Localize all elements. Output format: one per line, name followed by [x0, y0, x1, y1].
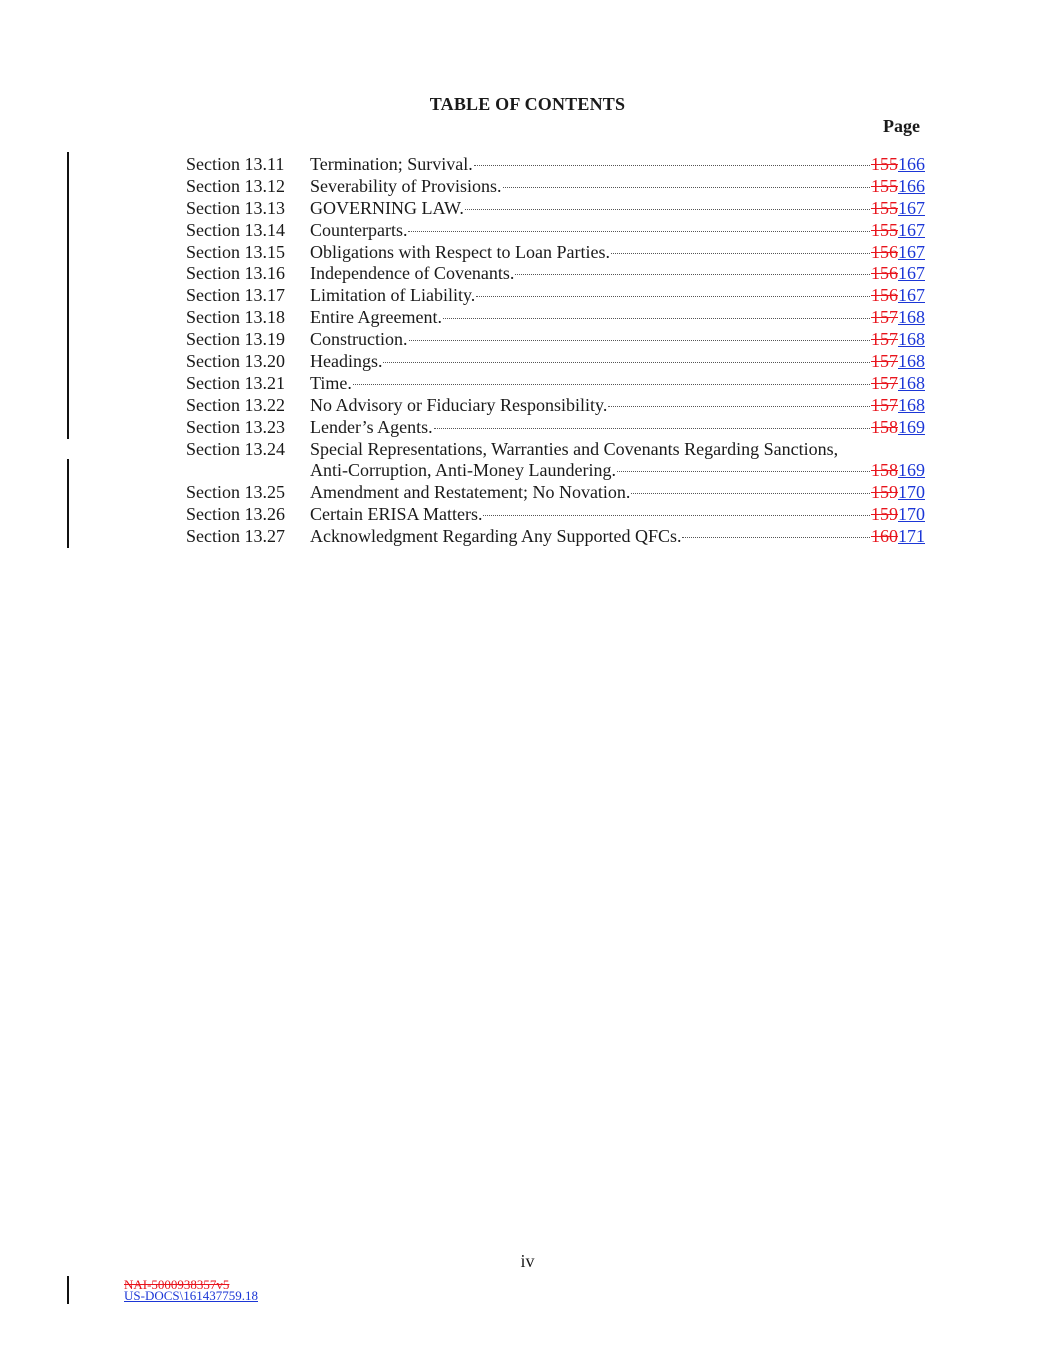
toc-entry[interactable]	[186, 504, 925, 526]
section-title: Construction.	[310, 329, 408, 350]
inserted-page-number[interactable]: 169	[898, 416, 925, 437]
deleted-page-number: 157	[871, 351, 898, 372]
inserted-page-number[interactable]: 169	[898, 460, 925, 481]
page-reference	[871, 373, 925, 395]
page-reference	[871, 176, 925, 198]
page-reference	[871, 329, 925, 351]
inserted-page-number[interactable]: 168	[898, 372, 925, 393]
section-number: Section 13.24	[186, 438, 285, 459]
toc-entry[interactable]	[186, 439, 925, 483]
dot-leader	[383, 362, 870, 363]
deleted-page-number: 157	[871, 394, 898, 415]
section-title: Independence of Covenants.	[310, 263, 515, 284]
change-bar	[67, 152, 69, 439]
page-reference	[871, 242, 925, 264]
inserted-page-number[interactable]: 166	[898, 175, 925, 196]
toc-entry[interactable]	[186, 351, 925, 373]
inserted-page-number[interactable]: 166	[898, 154, 925, 174]
document-id-inserted[interactable]: US-DOCS\161437759.18	[124, 1288, 258, 1303]
section-number: Section 13.20	[186, 351, 285, 372]
section-number: Section 13.23	[186, 416, 285, 437]
section-title: Amendment and Restatement; No Novation.	[310, 482, 631, 503]
toc-entry[interactable]	[186, 482, 925, 504]
section-number: Section 13.26	[186, 504, 285, 525]
inserted-page-number[interactable]: 167	[898, 285, 925, 306]
toc-entry[interactable]	[186, 307, 925, 329]
section-number: Section 13.17	[186, 285, 285, 306]
toc-entry[interactable]	[186, 373, 925, 395]
inserted-page-number[interactable]: 167	[898, 219, 925, 240]
page-reference	[871, 482, 925, 504]
deleted-page-number: 156	[871, 263, 898, 284]
dot-leader	[434, 428, 870, 429]
toc-entry[interactable]	[186, 329, 925, 351]
page-reference	[871, 307, 925, 329]
section-title: Termination; Survival.	[310, 154, 473, 174]
deleted-page-number: 158	[871, 416, 898, 437]
inserted-page-number[interactable]: 170	[898, 482, 925, 503]
section-number: Section 13.15	[186, 241, 285, 262]
section-title: Obligations with Respect to Loan Parties.	[310, 241, 610, 262]
change-bar	[67, 459, 69, 548]
page-reference	[871, 154, 925, 176]
section-number: Section 13.14	[186, 219, 285, 240]
dot-leader	[483, 515, 870, 516]
inserted-page-number[interactable]: 167	[898, 241, 925, 262]
section-number: Section 13.13	[186, 197, 285, 218]
inserted-page-number[interactable]: 167	[898, 197, 925, 218]
inserted-page-number[interactable]: 168	[898, 307, 925, 328]
toc-entry[interactable]	[186, 242, 925, 264]
change-bar	[67, 1276, 69, 1304]
dot-leader	[503, 187, 871, 188]
section-title: Certain ERISA Matters.	[310, 504, 483, 525]
section-number: Section 13.16	[186, 263, 285, 284]
section-title: Special Representations, Warranties and Covenants Regarding Sanctions,	[310, 438, 839, 459]
toc-heading: TABLE OF CONTENTS	[429, 94, 626, 114]
dot-leader	[408, 231, 870, 232]
section-title: Counterparts.	[310, 219, 408, 240]
section-title: Time.	[310, 372, 352, 393]
dot-leader	[617, 471, 870, 472]
toc-entry[interactable]	[186, 417, 925, 439]
dot-leader	[515, 274, 870, 275]
dot-leader	[682, 537, 870, 538]
toc-entry[interactable]	[186, 176, 925, 198]
section-number: Section 13.22	[186, 394, 285, 415]
inserted-page-number[interactable]: 168	[898, 394, 925, 415]
deleted-page-number: 155	[871, 154, 898, 174]
document-id-deleted: NAI-5000938357v5	[124, 1277, 230, 1292]
deleted-page-number: 159	[871, 482, 898, 503]
section-title: GOVERNING LAW.	[310, 197, 464, 218]
page-reference	[871, 417, 925, 439]
page-number: iv	[520, 1251, 535, 1271]
toc-entry[interactable]	[186, 263, 925, 285]
page-reference	[871, 285, 925, 307]
inserted-page-number[interactable]: 170	[898, 504, 925, 525]
section-title: Acknowledgment Regarding Any Supported QFCs.	[310, 526, 682, 547]
dot-leader	[608, 406, 870, 407]
section-title: Limitation of Liability.	[310, 285, 476, 306]
page-reference	[871, 460, 925, 482]
section-title: Severability of Provisions.	[310, 175, 502, 196]
section-number: Section 13.19	[186, 329, 285, 350]
dot-leader	[443, 318, 870, 319]
section-number: Section 13.21	[186, 372, 285, 393]
page-column-header: Page	[883, 116, 920, 136]
dot-leader	[611, 253, 870, 254]
deleted-page-number: 157	[871, 307, 898, 328]
page-reference	[871, 220, 925, 242]
section-number: Section 13.11	[186, 154, 285, 174]
toc-list	[186, 154, 925, 548]
page-reference	[871, 526, 925, 548]
section-title: Headings.	[310, 351, 383, 372]
toc-entry[interactable]	[186, 220, 925, 242]
section-number: Section 13.27	[186, 526, 285, 547]
section-title: Entire Agreement.	[310, 307, 442, 328]
toc-entry[interactable]	[186, 285, 925, 307]
deleted-page-number: 155	[871, 219, 898, 240]
deleted-page-number: 158	[871, 460, 898, 481]
inserted-page-number[interactable]: 171	[898, 526, 925, 547]
inserted-page-number[interactable]: 168	[898, 351, 925, 372]
page-reference	[871, 263, 925, 285]
dot-leader	[474, 165, 870, 166]
section-number: Section 13.25	[186, 482, 285, 503]
deleted-page-number: 155	[871, 175, 898, 196]
deleted-page-number: 160	[871, 526, 898, 547]
toc-entry[interactable]	[186, 154, 925, 176]
toc-entry[interactable]	[186, 395, 925, 417]
deleted-page-number: 157	[871, 372, 898, 393]
inserted-page-number[interactable]: 167	[898, 263, 925, 284]
deleted-page-number: 156	[871, 241, 898, 262]
dot-leader	[465, 209, 870, 210]
page-reference	[871, 504, 925, 526]
deleted-page-number: 155	[871, 197, 898, 218]
dot-leader	[476, 296, 870, 297]
dot-leader	[409, 340, 871, 341]
section-title-continued: Anti-Corruption, Anti-Money Laundering.	[310, 460, 616, 481]
deleted-page-number: 157	[871, 329, 898, 350]
section-title: Lender’s Agents.	[310, 416, 433, 437]
inserted-page-number[interactable]: 168	[898, 329, 925, 350]
toc-entry[interactable]	[186, 526, 925, 548]
page-reference	[871, 351, 925, 373]
deleted-page-number: 156	[871, 285, 898, 306]
section-number: Section 13.12	[186, 175, 285, 196]
toc-entry[interactable]	[186, 198, 925, 220]
deleted-page-number: 159	[871, 504, 898, 525]
dot-leader	[353, 384, 870, 385]
section-title: No Advisory or Fiduciary Responsibility.	[310, 394, 608, 415]
section-number: Section 13.18	[186, 307, 285, 328]
page-reference	[871, 198, 925, 220]
dot-leader	[631, 493, 870, 494]
page-reference	[871, 395, 925, 417]
